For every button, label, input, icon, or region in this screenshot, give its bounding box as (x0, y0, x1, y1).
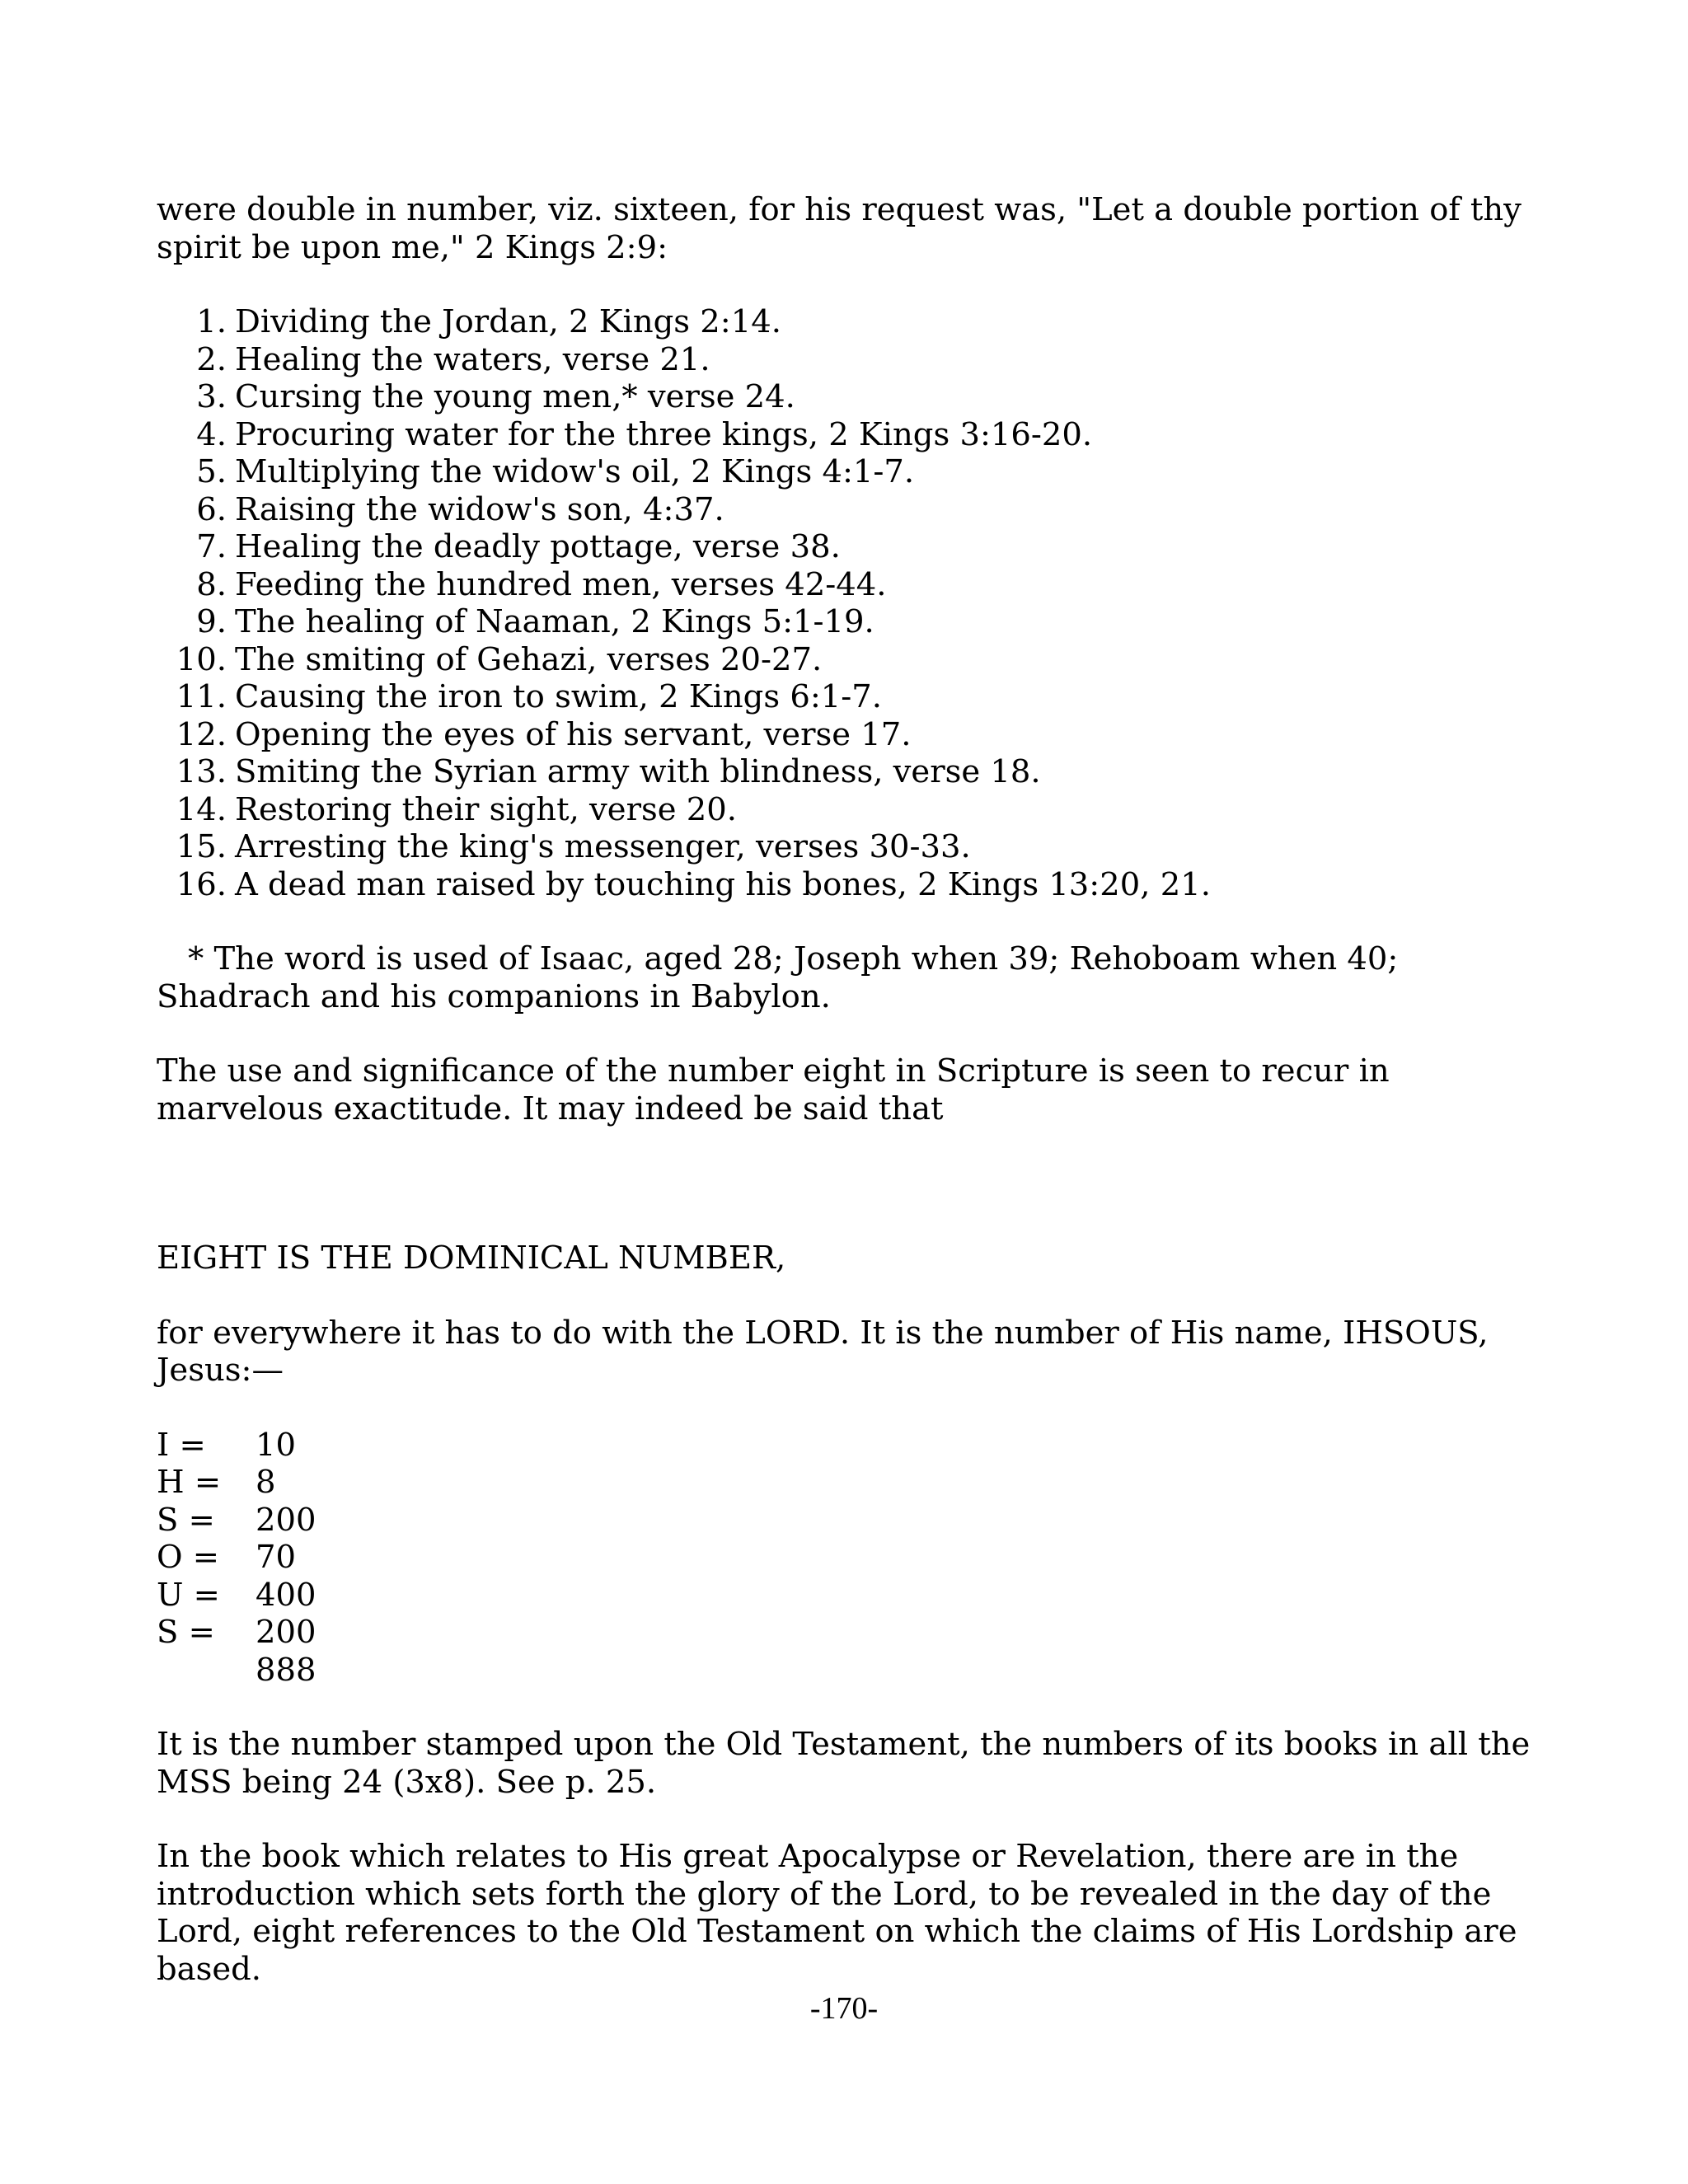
total-cell: 888 (256, 1651, 316, 1689)
list-item-text: Cursing the young men,* verse 24. (235, 378, 795, 415)
list-item-number: 10. (176, 640, 227, 678)
list-item-text: Opening the eyes of his servant, verse 17. (235, 715, 912, 753)
list-item (157, 491, 1533, 529)
list-item (157, 566, 1533, 604)
letter-cell: H = (157, 1464, 222, 1501)
list-item-text: Feeding the hundred men, verses 42-44. (235, 565, 887, 603)
section-heading: EIGHT IS THE DOMINICAL NUMBER, (157, 1240, 786, 1277)
list-item-number: 3. (196, 378, 227, 415)
table-row (157, 1577, 316, 1615)
list-item (157, 303, 1533, 341)
value-cell: 400 (256, 1576, 316, 1614)
letter-cell-empty (157, 1652, 256, 1690)
list-item-text: The healing of Naaman, 2 Kings 5:1-19. (235, 603, 874, 640)
list-item-text: The smiting of Gehazi, verses 20-27. (235, 640, 823, 678)
letter-cell: O = (157, 1539, 220, 1576)
list-item-text: Multiplying the widow's oil, 2 Kings 4:1-7. (235, 453, 915, 490)
list-item-number: 12. (176, 715, 227, 753)
paragraph-lord: for everywhere it has to do with the LORD. It is the number of His name, IHSOUS, Jesus:— (157, 1314, 1489, 1389)
paragraph-eight-significance: The use and significance of the number eight in Scripture is seen to recur in marvelous exactitude. It may indeed be said that (157, 1052, 1390, 1127)
list-item-text: Causing the iron to swim, 2 Kings 6:1-7. (235, 678, 883, 715)
value-cell: 200 (256, 1614, 316, 1651)
list-item (157, 378, 1533, 416)
list-item-text: Healing the waters, verse 21. (235, 340, 710, 378)
value-cell: 200 (256, 1501, 316, 1539)
list-item-text: Smiting the Syrian army with blindness, verse 18. (235, 753, 1041, 790)
letter-cell: I = (157, 1426, 206, 1464)
list-item-number: 1. (196, 303, 227, 340)
list-item-number: 4. (196, 415, 227, 453)
list-item (157, 791, 1533, 829)
list-item-text: Restoring their sight, verse 20. (235, 790, 737, 828)
paragraph-apocalypse: In the book which relates to His great Apocalypse or Revelation, there are in the introduction which sets forth the glory of the Lord, to be revealed in the day of the Lord, eight references to the Old Testament on which the claims of His Lordship are based. (157, 1838, 1517, 1988)
letter-cell: U = (157, 1576, 220, 1614)
value-cell: 70 (256, 1539, 296, 1576)
list-item-number: 13. (176, 753, 227, 790)
table-row (157, 1502, 316, 1540)
list-item-number: 15. (176, 828, 227, 865)
list-item (157, 453, 1533, 491)
table-row (157, 1464, 316, 1502)
list-item-text: Healing the deadly pottage, verse 38. (235, 528, 841, 565)
list-item-text: Dividing the Jordan, 2 Kings 2:14. (235, 303, 781, 340)
list-item-number: 8. (196, 565, 227, 603)
list-item (157, 416, 1533, 454)
letter-cell: S = (157, 1501, 215, 1539)
list-item-number: 9. (196, 603, 227, 640)
list-item-text: Procuring water for the three kings, 2 Kings 3:16-20. (235, 415, 1093, 453)
footnote: * The word is used of Isaac, aged 28; Joseph when 39; Rehoboam when 40; Shadrach and his companions in Babylon. (157, 940, 1399, 1015)
list-item (157, 716, 1533, 754)
list-item (157, 528, 1533, 566)
list-item-number: 6. (196, 490, 227, 528)
name-value-table (157, 1427, 316, 1690)
list-item (157, 603, 1533, 641)
intro-paragraph: were double in number, viz. sixteen, for his request was, "Let a double portion of thy spirit be upon me," 2 Kings 2:9: (157, 191, 1522, 266)
list-item (157, 341, 1533, 379)
list-item (157, 641, 1533, 679)
letter-cell: S = (157, 1614, 215, 1651)
list-item-number: 7. (196, 528, 227, 565)
value-cell: 10 (256, 1426, 296, 1464)
page-body (157, 191, 1533, 2025)
list-item-number: 5. (196, 453, 227, 490)
list-item (157, 753, 1533, 791)
list-item-number: 14. (176, 790, 227, 828)
paragraph-old-testament: It is the number stamped upon the Old Testament, the numbers of its books in all the MSS being 24 (3x8). See p. 25. (157, 1726, 1531, 1801)
list-item (157, 678, 1533, 716)
list-item-number: 16. (176, 865, 227, 903)
table-total-row (157, 1652, 316, 1690)
table-row (157, 1614, 316, 1652)
list-item (157, 866, 1533, 904)
value-cell: 8 (256, 1464, 276, 1501)
list-item-text: Arresting the king's messenger, verses 30-33. (235, 828, 971, 865)
table-row (157, 1427, 316, 1465)
list-item-number: 11. (176, 678, 227, 715)
page-number: -170- (809, 1991, 879, 2026)
list-item (157, 828, 1533, 866)
list-item-text: Raising the widow's son, 4:37. (235, 490, 724, 528)
miracles-list (157, 303, 1533, 903)
list-item-number: 2. (196, 340, 227, 378)
table-row (157, 1539, 316, 1577)
list-item-text: A dead man raised by touching his bones, 2 Kings 13:20, 21. (235, 865, 1211, 903)
